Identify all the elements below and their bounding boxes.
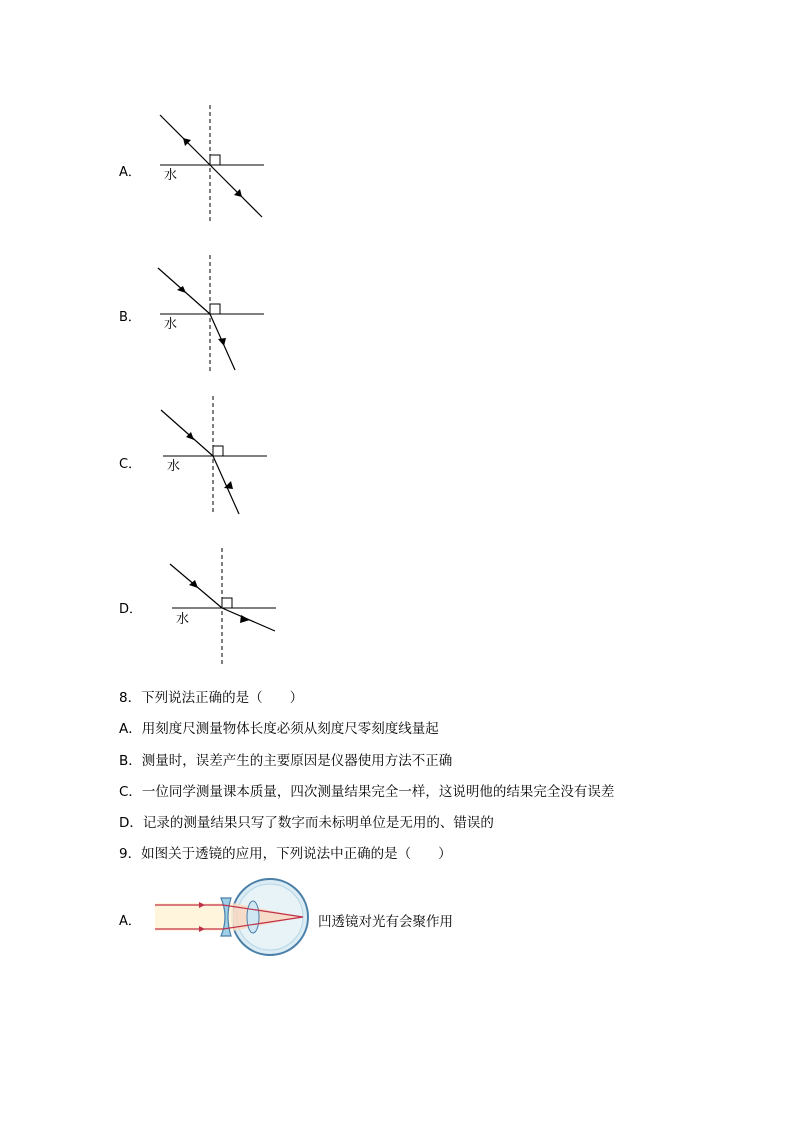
eye-lens-diagram — [155, 876, 320, 958]
option-c-label: C． — [119, 457, 142, 472]
upper-ray — [161, 410, 213, 456]
lower-ray — [213, 456, 239, 514]
water-label: 水 — [167, 459, 181, 474]
q8-option-c: C．一位同学测量课本质量，四次测量结果完全一样，这说明他的结果完全没有误差 — [119, 784, 615, 800]
refraction-diagram-d — [160, 548, 290, 673]
q9-stem: 9．如图关于透镜的应用，下列说法中正确的是（ ） — [119, 846, 452, 862]
arrow-incident — [177, 286, 186, 293]
right-angle-mark — [210, 155, 220, 165]
q8-option-a: A．用刻度尺测量物体长度必须从刻度尺零刻度线量起 — [119, 721, 439, 737]
water-label: 水 — [176, 612, 190, 627]
ray-lower — [210, 165, 262, 217]
refraction-diagram-c — [150, 396, 280, 521]
option-a-label: A． — [119, 165, 141, 180]
q9-option-a-caption: 凹透镜对光有会聚作用 — [318, 914, 453, 930]
water-label: 水 — [164, 317, 178, 332]
right-angle-mark — [222, 598, 232, 608]
q8-stem: 8．下列说法正确的是（ ） — [119, 690, 304, 706]
right-angle-mark — [213, 446, 223, 456]
eye-crystalline-lens — [247, 901, 259, 933]
light-beam — [155, 903, 233, 931]
option-b-label: B． — [119, 310, 141, 325]
arrow-refracted — [218, 338, 226, 346]
water-label: 水 — [164, 168, 178, 183]
refraction-diagram-b — [150, 255, 280, 380]
refraction-diagram-a — [150, 105, 280, 230]
option-d-label: D． — [119, 602, 143, 617]
q9-option-a-label: A． — [119, 914, 141, 929]
q8-option-b: B．测量时，误差产生的主要原因是仪器使用方法不正确 — [119, 753, 453, 769]
q8-option-d: D．记录的测量结果只写了数字而未标明单位是无用的、错误的 — [119, 815, 494, 831]
right-angle-mark — [210, 304, 220, 314]
